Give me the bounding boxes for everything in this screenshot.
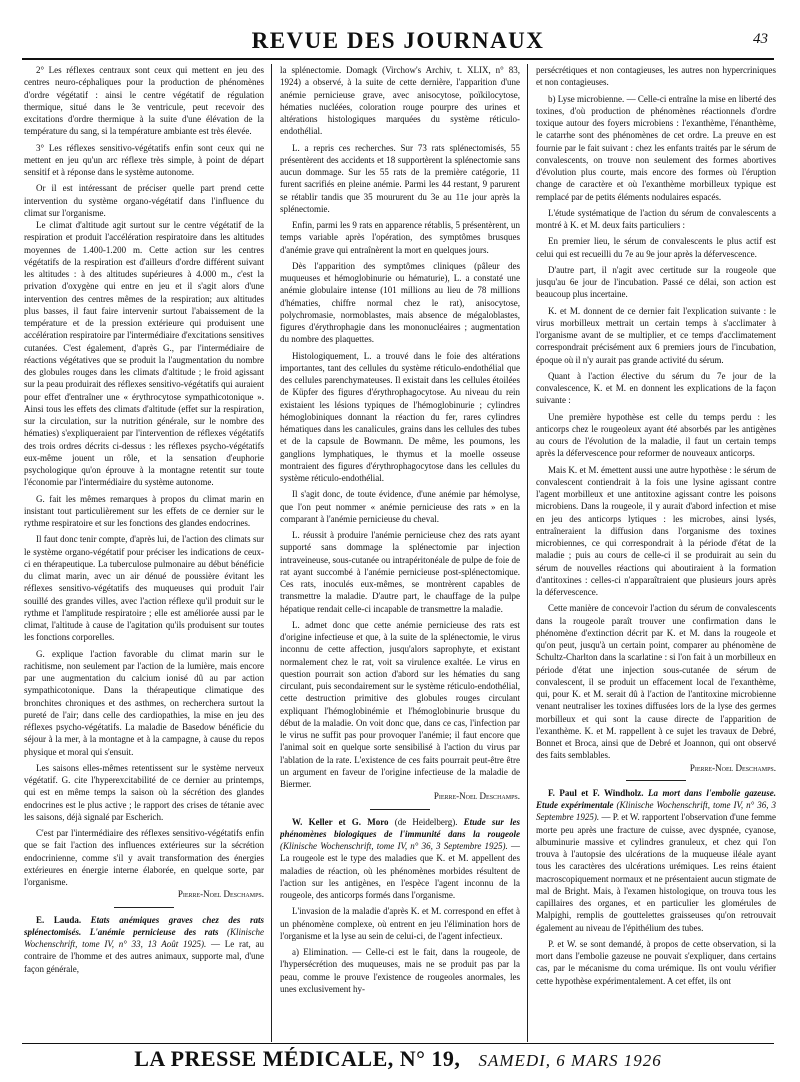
article-title: La mort dans l'embolie gazeuse. Etude expérimentale <box>536 787 776 810</box>
paragraph: Or il est intéressant de préciser quelle part prend cette intervention du système organo-végétatif dans l'influence du climat sur l'organisme. <box>24 183 264 218</box>
paragraph: Mais K. et M. émettent aussi une autre hypothèse : le sérum de convalescent contiendrait à la fois une lysine agissant contre l'agent morbilleux et une antitoxine agissant contre les poisons microbiens. Dans la rougeole, il y aurait d'abord infection et mise en jeu des anticorps lytiques : les microbes, ainsi lysés, entraîneraient la diffusion dans l'organisme des toxines microbiennes, ce qui correspondrait à la période d'état de la maladie ; puis au cours de celle-ci il se produirait au sein du sérum de nouvelles réactions qui aboutiraient à la formation d'antitoxines : celles-ci n'apparaîtraient que plusieurs jours après la défervescence. <box>536 464 776 597</box>
paragraph: G. fait les mêmes remarques à propos du climat marin en insistant tout particulièrement sur les effets de ce dernier sur le rythme respiratoire et sur les fonctions des glandes endocrines. <box>24 493 264 528</box>
paragraph: K. et M. donnent de ce dernier fait l'explication suivante : le virus morbilleux mettrait un certain temps à s'acclimater à l'organisme avant de se multiplier, et ce temps d'acclimatement correspondrait précisément aux 6 premiers jours de l'incubation, époque où il n'y aurait pas grande activité du sérum. <box>536 305 776 365</box>
divider <box>114 907 174 908</box>
paragraph: L. admet donc que cette anémie pernicieuse des rats est d'origine infectieuse et que, à la suite de la splénectomie, le virus inconnu de cette affection, jusqu'alors saprophyte, et existant normalement chez le rat, voit sa virulence exaltée. Le virus en question pourrait son action d'abord sur les hématies du sang circulant, puis secondairement sur le système réticulo-endothélial, cette destruction primitive des globules rouges circulant expliquant l'hémoglobinémie et l'hémoglobinurie brusque du début de la maladie. On voit donc que, dans ce cas, l'infection par le virus ne suffit pas pour provoquer l'anémie; il faut encore que l'animal soit en quelque sorte sensibilisé à l'action du virus par l'ablation de la rate. L'existence de ces faits pourrait peut-être être un argument en faveur de l'origine infectieuse de la maladie de Biermer. <box>280 619 520 789</box>
footer <box>22 1046 774 1076</box>
paragraph: L. réussit à produire l'anémie pernicieuse chez des rats ayant supporté sans dommage la splénectomie par injection intraveineuse, sous-cutanée ou intrapéritonéale de pulpe de foie de rat ayant succombé à l'anémie pernicieuse post-splénectomique. Ces rats, inoculés eux-mêmes, se montrèrent capables de transmettre la maladie. D'autre part, le chauffage de la pulpe hépatique rendait celle-ci incapable de transmettre la maladie. <box>280 530 520 614</box>
column-divider-1 <box>271 64 272 1042</box>
article-source: (Klinische Wochenschrift, tome IV, n° 33, 13 Août 1925). <box>24 926 264 949</box>
masthead <box>22 26 774 56</box>
paragraph: Il s'agit donc, de toute évidence, d'une anémie par hémolyse, que l'on peut nommer « anémie pernicieuse des rats » en la comparant à l'anémie pernicieuse du cheval. <box>280 489 520 524</box>
paragraph: Il faut donc tenir compte, d'après lui, de l'action des climats sur le système organo-végétatif pour préciser les indications de ceux-ci en thérapeutique. La tuberculose pulmonaire au début bénéficie du climat marin, avec un air dénué de poussière évitant les réflexes sensitivo-végétatifs des muqueuses qui produit l'air souillé des grandes villes, avec l'action réflexe qu'il produit sur le rythme et l'amplitude respiratoire ; elle est améliorée aussi par le climat, l'altitude à cause de l'agitation qu'ils produisent sur toutes les fonctions corporelles. <box>24 534 264 643</box>
paragraph: Les saisons elles-mêmes retentissent sur le système nerveux végétatif. G. cite l'hyperexcitabilité de ce dernier au printemps, qui est en même temps la saison où la sécrétion des glandes endocrines est le plus active ; le rapport des crises de tétanie avec les saisons, déjà signalé par Escherich. <box>24 762 264 822</box>
paragraph: Le climat d'altitude agit surtout sur le centre végétatif de la respiration et produit l'accélération respiratoire dans les altitudes moyennes de 1.400-1.200 m. Cette action sur les centres végétatifs de la respiration est d'ailleurs d'ordre différent suivant les altitudes : à des altitudes supérieures à 4.000 m., c'est la privation d'oxygène qui entre en jeu et il s'agit alors d'une intervention des centres mêmes de la respiration; aux altitudes plus basses, il faut faire intervenir surtout l'abaissement de la température et de la pression extérieure qui produisent une accélération respiratoire par l'intermédiaire d'excitations sensitives cutanées. C'est également, d'après G., par l'intermédiaire de réactions végétatives que se produit la l'augmentation du nombre des globules rouges dans les climats d'altitude ; le froid agissant sur la peau produirait des réflexes sensitivo-végétatifs qui auraient pour effet d'entraîner une « érythrocytose sympathicotonique ». Ainsi tous les effets des climats d'altitude (effet sur la respiration, sur la circulation, sur la nutrition générale, sur le nombre des hématies) s'expliqueraient par l'intervention de réflexes végétatifs des trois ordres décrits ci-dessus : les réflexes psycho-végétatifs eux-même jouent un rôle, et la sensation d'euphorie psychologique qu'on éprouve à la montagne retentit sur toute l'économie par l'intermédiaire du système autonome. <box>24 220 264 488</box>
article-author: W. Keller et G. Moro <box>292 816 389 827</box>
paragraph: Quant à l'action élective du sérum du 7e jour de la convalescence, K. et M. en donnent les explications de la façon suivante : <box>536 370 776 406</box>
header-rule <box>22 58 774 60</box>
paragraph: a) Elimination. — Celle-ci est le fait, dans la rougeole, de l'hypersécrétion des muqueuses, mais ne se produit pas par la peau, comme le prouve l'existence de rougeoles anormales, les unes exclusivement hy- <box>280 947 520 994</box>
paragraph: Histologiquement, L. a trouvé dans le foie des altérations importantes, tant des cellules du système réticulo-endothélial que des cellules parenchymateuses. Il existait dans les cellules étoilées de Küpfer des figures d'érythrophagocytose. Au niveau du rein existaient les lésions typiques de l'hémoglobinurie ; cylindres hémoglobiniques donnant la réaction du fer, rares cylindres hématiques dans les canalicules, grains dans les cellules des tubes et de la capsule de Bowmann. De même, les poumons, les ganglions lymphatiques, le thymus et la moelle osseuse montraient des figures d'érythrophagocytose dans les cellules du système réticulo-endothélial. <box>280 350 520 483</box>
paragraph: L. a repris ces recherches. Sur 73 rats splénectomisés, 55 présentèrent des accidents et 18 supportèrent la splénectomie sans aucun dommage. Sur les 55 rats de la première catégorie, 11 furent sacrifiés en pleine anémie. Parmi les 44 restant, 9 parurent se rétablir tandis que 35 moururent du 3e au 11e jour après la splénectomie. <box>280 142 520 214</box>
article-author: F. Paul et F. Windholz. <box>548 787 644 798</box>
paragraph: persécrétiques et non contagieuses, les autres non hypercriniques et non contagieuses. <box>536 65 776 88</box>
paragraph: b) Lyse microbienne. — Celle-ci entraîne la mise en liberté des toxines, d'où production de phénomènes réactionnels d'ordre toxique autour des foyers microbiens : l'exanthème, l'énanthème, le catarrhe sont des phénomènes de cet ordre. La preuve en est fournie par le fait suivant : chez les enfants traités par le sérum de convalescents, on trouve non seulement des formes abortives d'évolution plus courte, mais encore des formes où l'éruption change de caractère et où l'exanthème morbilleux typique est remplacé par de petits éléments nodulaires espacés. <box>536 93 776 202</box>
article-heading <box>24 914 264 975</box>
paragraph: 3° Les réflexes sensitivo-végétatifs enfin sont ceux qui ne mettent en jeu qu'un arc réflexe très simple, à point de départ sensitif et à réponse dans le système autonome. <box>24 142 264 177</box>
footer-rule <box>22 1043 774 1044</box>
author-signature: Pierre-Noel Deschamps. <box>689 762 776 773</box>
divider <box>370 809 430 810</box>
author-signature: Pierre-Noel Deschamps. <box>433 791 520 802</box>
article-affiliation: (de Heidelberg). <box>394 816 458 827</box>
paragraph: Dès l'apparition des symptômes cliniques (pâleur des muqueuses et hémoglobinurie ou hématurie), L. a constaté une anémie globulaire intense (101 millions au lieu de 78 millions d'hématies, chiffre normal chez le rat), anisocytose, polychromasie, normoblastes, mais absence de mégaloblastes, figures d'érythrophagie dans les mononucléaires ; augmentation du nombre des plaquettes. <box>280 260 520 345</box>
column-2 <box>280 64 520 1042</box>
paragraph: D'autre part, il n'agit avec certitude sur la rougeole que jusqu'au 6e jour de l'incubation. Passé ce délai, son action est beaucoup plus incertaine. <box>536 264 776 300</box>
divider <box>626 780 686 781</box>
page-number: 43 <box>753 31 768 47</box>
paragraph: 2° Les réflexes centraux sont ceux qui mettent en jeu des centres neuro-céphaliques pour la production de phénomènes d'ordre végétatif : ainsi le centre végétatif de régulation thermique, situé dans le 3e ventricule, peut recevoir des excitations d'ordre thermique à la suite d'une élévation de la température du sang, si la température ambiante est très élevée. <box>24 65 264 137</box>
column-3 <box>536 64 776 1042</box>
article-title: Etude sur les phénomènes biologiques de l'immunité dans la rougeole <box>280 816 520 839</box>
paragraph: la splénectomie. Domagk (Virchow's Archiv, t. XLIX, n° 83, 1924) a observé, à la suite de cette dernière, l'apparition d'une anémie pernicieuse grave, avec anisocytose, poïkilocytose, hématies nucléées, coloration rouge pourpre des urines et altérations histologiques marquées du système réticulo-endothélial. <box>280 65 520 137</box>
page-title: REVUE DES JOURNAUX <box>251 28 545 53</box>
paragraph: L'étude systématique de l'action du sérum de convalescents a montré à K. et M. deux faits particuliers : <box>536 207 776 230</box>
paragraph: Enfin, parmi les 9 rats en apparence rétablis, 5 présentèrent, un temps variable après l'opération, des symptômes brusques d'anémie grave qui entraînèrent la mort en quelques jours. <box>280 220 520 255</box>
author-signature: Pierre-Noel Deschamps. <box>177 889 264 900</box>
article-heading <box>536 787 776 934</box>
article-author: E. Lauda. <box>36 914 82 925</box>
paragraph: P. et W. se sont demandé, à propos de cette observation, si la mort dans l'embolie gazeuse ne pouvait s'expliquer, dans certains cas, par le mécanisme du coma urémique. Ils ont voulu vérifier cette hypothèse expérimentalement. A cet effet, ils ont <box>536 938 776 986</box>
column-1 <box>24 64 264 1042</box>
issue-date: SAMEDI, 6 MARS 1926 <box>478 1051 662 1070</box>
article-heading <box>280 816 520 902</box>
paragraph: C'est par l'intermédiaire des réflexes sensitivo-végétatifs enfin que se fait l'action des influences extérieures sur la sécrétion endocrinienne, comme s'il y avait transformation des énergies extérieures en énergie interne élaborée, en quelque sorte, par l'organisme. <box>24 828 264 887</box>
article-source: (Klinische Wochenschrift, tome IV, n° 36, 3 Septembre 1925). <box>536 800 776 823</box>
article-title: Etats anémiques graves chez des rats splénectomisés. L'anémie pernicieuse des rats <box>24 914 264 937</box>
journal-name: LA PRESSE MÉDICALE, N° 19, <box>134 1046 461 1071</box>
paragraph: L'invasion de la maladie d'après K. et M. correspond en effet à un phénomène complexe, où entrent en jeu l'élimination hors de l'organisme et la lyse au sein de celui-ci, de l'agent infectieux. <box>280 906 520 941</box>
column-divider-2 <box>527 64 528 1042</box>
paragraph: En premier lieu, le sérum de convalescents le plus actif est celui qui est recueilli du 7e au 9e jour après la défervescence. <box>536 236 776 259</box>
article-body: — La rougeole est le type des maladies que K. et M. appellent des maladies de réaction, où les phénomènes morbides résultent de l'action sur les antigènes, en l'espèce l'agent inconnu de la rougeole, des anticorps formés dans l'organisme. <box>280 841 520 900</box>
article-body: — Le rat, au contraire de l'homme et des autres animaux, supporte mal, d'une façon générale, <box>24 939 264 974</box>
paragraph: Cette manière de concevoir l'action du sérum de convalescents dans la rougeole paraît trouver une confirmation dans le phénomène d'extinction décrit par K. et M. dans la rougeole et qu'on peut, jusqu'à un certain point, comparer au phénomène de Schultz-Charlton dans la scarlatine : si l'on fait à un morbilleux en période d'état une injection sous-cutanée de sérum de convalescent, il se produit un effacement local de l'exanthème, qui, pour K. et M. serait dû à l'action de l'antitoxine microbienne venant neutraliser les toxines diffusées lors de la lyse des germes morbilleux et qui sont la cause directe de l'apparition de l'exanthème. K. et M. rappellent à ce sujet les travaux de Debré, Bonnet et Broca, ainsi que de Debré et Joannon, qui ont observé des faits semblables. <box>536 603 776 761</box>
article-source: (Klinische Wochenschrift, tome IV, n° 36, 3 Septembre 1925). <box>280 841 508 851</box>
article-body: — P. et W. rapportent l'observation d'une femme morte peu après une fracture de cuisse, avec dyspnée, cyanose, albuminurie massive et cylindres granuleux, et chez qui l'on trouva à l'autopsie des ulcérations de la muqueuse iléale ayant tous les caractères des ulcérations urémiques. Les reins étaient macroscopiquement normaux et ne présentaient aucun stigmate de mal de Bright. Mais, à l'examen histologique, on trouva tous les capillaires des organes, et en particulier les glomérules de Malpighi, remplis de gouttelettes graisseuses qu'on retrouvait également au niveau de l'épithélium des tubes. <box>536 812 776 933</box>
paragraph: Une première hypothèse est celle du temps perdu : les anticorps chez le rougeoleux ayant été absorbés par les antigènes au cours de l'évolution de la maladie, il faut un certain temps après la défervescence pour reformer de nouveaux anticorps. <box>536 411 776 459</box>
paragraph: G. explique l'action favorable du climat marin sur le rachitisme, non seulement par l'action de la lumière, mais encore par une augmentation du calcium ionisé dû au par action sympathicotonique. Dans la thérapeutique climatique des bronchites chroniques et des asthmes, on recherchera surtout la pureté de l'air; dans celle des cardiopathies, la mise en jeu des réflexes psycho-végétatifs. La maladie de Basedow bénéficie du séjour à la mer, à la montagne et à la campagne, à cause du repos physique et moral qui s'ensuit. <box>24 648 264 757</box>
